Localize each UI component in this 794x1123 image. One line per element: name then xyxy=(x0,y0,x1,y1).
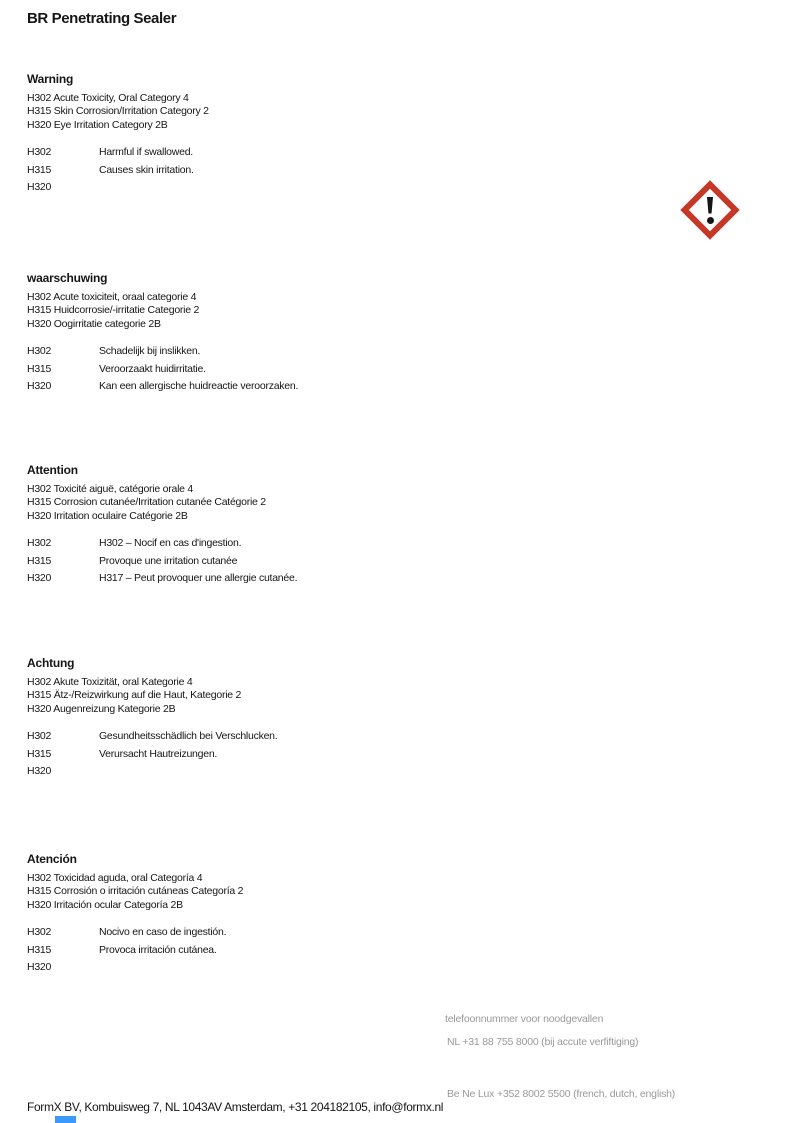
statement-row xyxy=(27,730,587,742)
hazard-class-line: H320 Irritation oculaire Catégorie 2B xyxy=(27,509,188,522)
statement-row xyxy=(27,363,587,375)
hazard-code: H315 xyxy=(27,747,52,760)
hazard-section-dutch xyxy=(27,271,587,398)
hazard-code: H302 xyxy=(27,345,52,358)
hazard-class-line: H302 Akute Toxizität, oral Kategorie 4 xyxy=(27,676,193,688)
hazard-class-line: H320 Oogirritatie categorie 2B xyxy=(27,317,161,330)
hazard-code: H320 xyxy=(27,380,52,393)
hazard-class-line: H320 Augenreizung Kategorie 2B xyxy=(27,702,176,715)
hazard-class-line: H320 Irritación ocular Categoría 2B xyxy=(27,898,183,911)
hazard-statements xyxy=(27,345,587,392)
hazard-code: H302 xyxy=(27,730,52,743)
hazard-code: H315 xyxy=(27,163,52,176)
hazard-statement-text: Veroorzaakt huidirritatie. xyxy=(99,362,206,375)
emergency-phone-benelux: Be Ne Lux +352 8002 5500 (french, dutch, english) xyxy=(447,1088,676,1100)
hazard-statement-text: Nocivo en caso de ingestión. xyxy=(99,926,227,939)
hazard-class-line: H315 Huidcorrosie/-irritatie Categorie 2 xyxy=(27,304,200,317)
exclamation-dot xyxy=(707,217,714,224)
statement-row xyxy=(27,765,587,777)
statement-row xyxy=(27,380,587,392)
signal-word: waarschuwing xyxy=(27,271,108,285)
signal-word: Attention xyxy=(27,463,78,477)
hazard-code: H320 xyxy=(27,572,52,585)
statement-row xyxy=(27,944,587,956)
hazard-code: H302 xyxy=(27,926,52,939)
hazard-statements xyxy=(27,146,587,193)
exclamation-glyph xyxy=(680,180,740,240)
hazard-class-line: H302 Acute toxiciteit, oraal categorie 4 xyxy=(27,291,197,303)
hazard-class-line: H320 Eye Irritation Category 2B xyxy=(27,118,168,131)
statement-row xyxy=(27,926,587,938)
hazard-statement-text: Provoca irritación cutánea. xyxy=(99,943,217,956)
hazard-statement-text: Verursacht Hautreizungen. xyxy=(99,747,218,760)
hazard-statement-text: Gesundheitsschädlich bei Verschlucken. xyxy=(99,730,278,743)
statement-row xyxy=(27,748,587,760)
hazard-code: H302 xyxy=(27,537,52,550)
hazard-section-english xyxy=(27,72,587,199)
statement-row xyxy=(27,537,587,549)
hazard-class-line: H315 Ätz-/Reizwirkung auf die Haut, Kategorie 2 xyxy=(27,689,242,702)
hazard-code: H320 xyxy=(27,181,52,194)
signal-word: Warning xyxy=(27,72,74,86)
statement-row xyxy=(27,181,587,193)
hazard-code: H302 xyxy=(27,146,52,159)
company-footer: FormX BV, Kombuisweg 7, NL 1043AV Amsterdam, +31 204182105, info@formx.nl xyxy=(27,1100,444,1114)
hazard-statements xyxy=(27,730,587,777)
hazard-statement-text: Provoque une irritation cutanée xyxy=(99,554,238,567)
signal-word: Achtung xyxy=(27,656,75,670)
hazard-section-german xyxy=(27,656,587,783)
emergency-phone-heading: telefoonnummer voor noodgevallen xyxy=(445,1013,604,1025)
hazard-class-line: H315 Skin Corrosion/Irritation Category 2 xyxy=(27,105,209,118)
emergency-phone-nl: NL +31 88 755 8000 (bij accute verfiftiging) xyxy=(447,1036,639,1048)
hazard-section-french xyxy=(27,463,587,590)
statement-row xyxy=(27,961,587,973)
hazard-statement-text: Harmful if swallowed. xyxy=(99,146,193,159)
hazard-code: H315 xyxy=(27,554,52,567)
hazard-statement-text: H302 – Nocif en cas d'ingestion. xyxy=(99,537,242,550)
hazard-statements xyxy=(27,926,587,973)
signal-word: Atención xyxy=(27,852,77,866)
statement-row xyxy=(27,164,587,176)
statement-row xyxy=(27,345,587,357)
hazard-statements xyxy=(27,537,587,584)
cursor-marker xyxy=(55,1116,76,1123)
hazard-code: H320 xyxy=(27,765,52,778)
hazard-class-line: H315 Corrosion cutanée/Irritation cutanée Catégorie 2 xyxy=(27,496,266,509)
ghs-exclamation-icon xyxy=(680,180,740,240)
statement-row xyxy=(27,555,587,567)
exclamation-bar xyxy=(706,197,715,214)
statement-row xyxy=(27,146,587,158)
hazard-class-line: H302 Toxicité aiguë, catégorie orale 4 xyxy=(27,483,194,495)
hazard-class-line: H315 Corrosión o irritación cutáneas Categoría 2 xyxy=(27,885,244,898)
hazard-statement-text: Causes skin irritation. xyxy=(99,163,194,176)
hazard-code: H320 xyxy=(27,961,52,974)
statement-row xyxy=(27,572,587,584)
hazard-statement-text: Kan een allergische huidreactie veroorzaken. xyxy=(99,380,299,393)
hazard-class-line: H302 Toxicidad aguda, oral Categoría 4 xyxy=(27,872,203,884)
hazard-section-spanish xyxy=(27,852,587,979)
hazard-code: H315 xyxy=(27,943,52,956)
page-title: BR Penetrating Sealer xyxy=(27,10,177,27)
hazard-statement-text: H317 – Peut provoquer une allergie cutanée. xyxy=(99,572,298,585)
hazard-class-line: H302 Acute Toxicity, Oral Category 4 xyxy=(27,92,189,104)
hazard-code: H315 xyxy=(27,362,52,375)
hazard-statement-text: Schadelijk bij inslikken. xyxy=(99,345,201,358)
